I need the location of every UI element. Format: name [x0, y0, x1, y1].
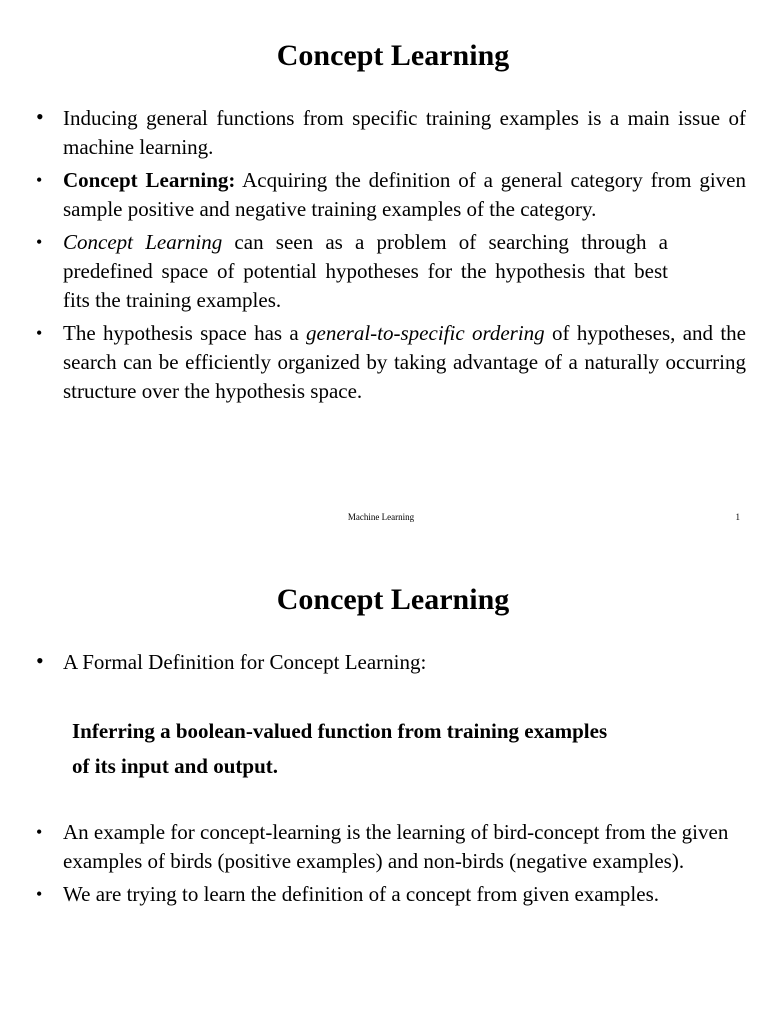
bullet-text: Inducing general functions from specific training examples is a main issue of machine learning. [63, 106, 746, 159]
bullet-item [36, 166, 747, 224]
bullet-italic-lead: Concept Learning [63, 230, 223, 254]
bullet-text: A Formal Definition for Concept Learning: [63, 650, 427, 674]
bullet-item [36, 818, 746, 876]
footer-page-number: 1 [735, 512, 740, 522]
bullet-text: The hypothesis space has a [63, 321, 307, 345]
bullet-item [36, 880, 746, 909]
definition-line: of its input and output. [72, 754, 278, 778]
bullet-icon: • [36, 822, 43, 842]
slide-2 [0, 544, 768, 1024]
footer-course: Machine Learning [347, 512, 415, 522]
slide-title: Concept Learning [276, 39, 510, 72]
bullet-item [36, 228, 746, 315]
slide-title: Concept Learning [276, 583, 510, 616]
bullet-list [36, 104, 747, 410]
formal-definition [72, 714, 732, 784]
bullet-text: can seen as a problem of searching through a predefined space of potential hypotheses for the hypothesis that best fits the training examples. [63, 230, 669, 312]
bullet-list [36, 648, 746, 681]
bullet-icon: • [36, 232, 43, 252]
bullet-icon: • [36, 323, 43, 343]
bullet-item [36, 648, 746, 677]
bullet-item [36, 104, 746, 162]
bullet-italic-phrase: general-to-specific ordering [306, 321, 545, 345]
bullet-icon: • [36, 104, 44, 129]
bullet-text: Acquiring the definition of a general category from given sample positive and negative training examples of the category. [63, 168, 747, 221]
bullet-item [36, 319, 747, 406]
bullet-bold-lead: Concept Learning: [63, 168, 236, 192]
definition-line: Inferring a boolean-valued function from training examples [72, 719, 608, 743]
bullet-icon: • [36, 170, 43, 190]
bullet-text: An example for concept-learning is the learning of bird-concept from the given examples of birds (positive examples) and non-birds (negative examples). [63, 820, 729, 873]
bullet-list [36, 818, 746, 913]
bullet-text: We are trying to learn the definition of a concept from given examples. [63, 882, 660, 906]
bullet-icon: • [36, 884, 43, 904]
bullet-icon: • [36, 648, 44, 673]
bullet-text: of hypotheses, and the search can be efficiently organized by taking advantage of a naturally occurring structure over the hypothesis space. [63, 321, 747, 403]
